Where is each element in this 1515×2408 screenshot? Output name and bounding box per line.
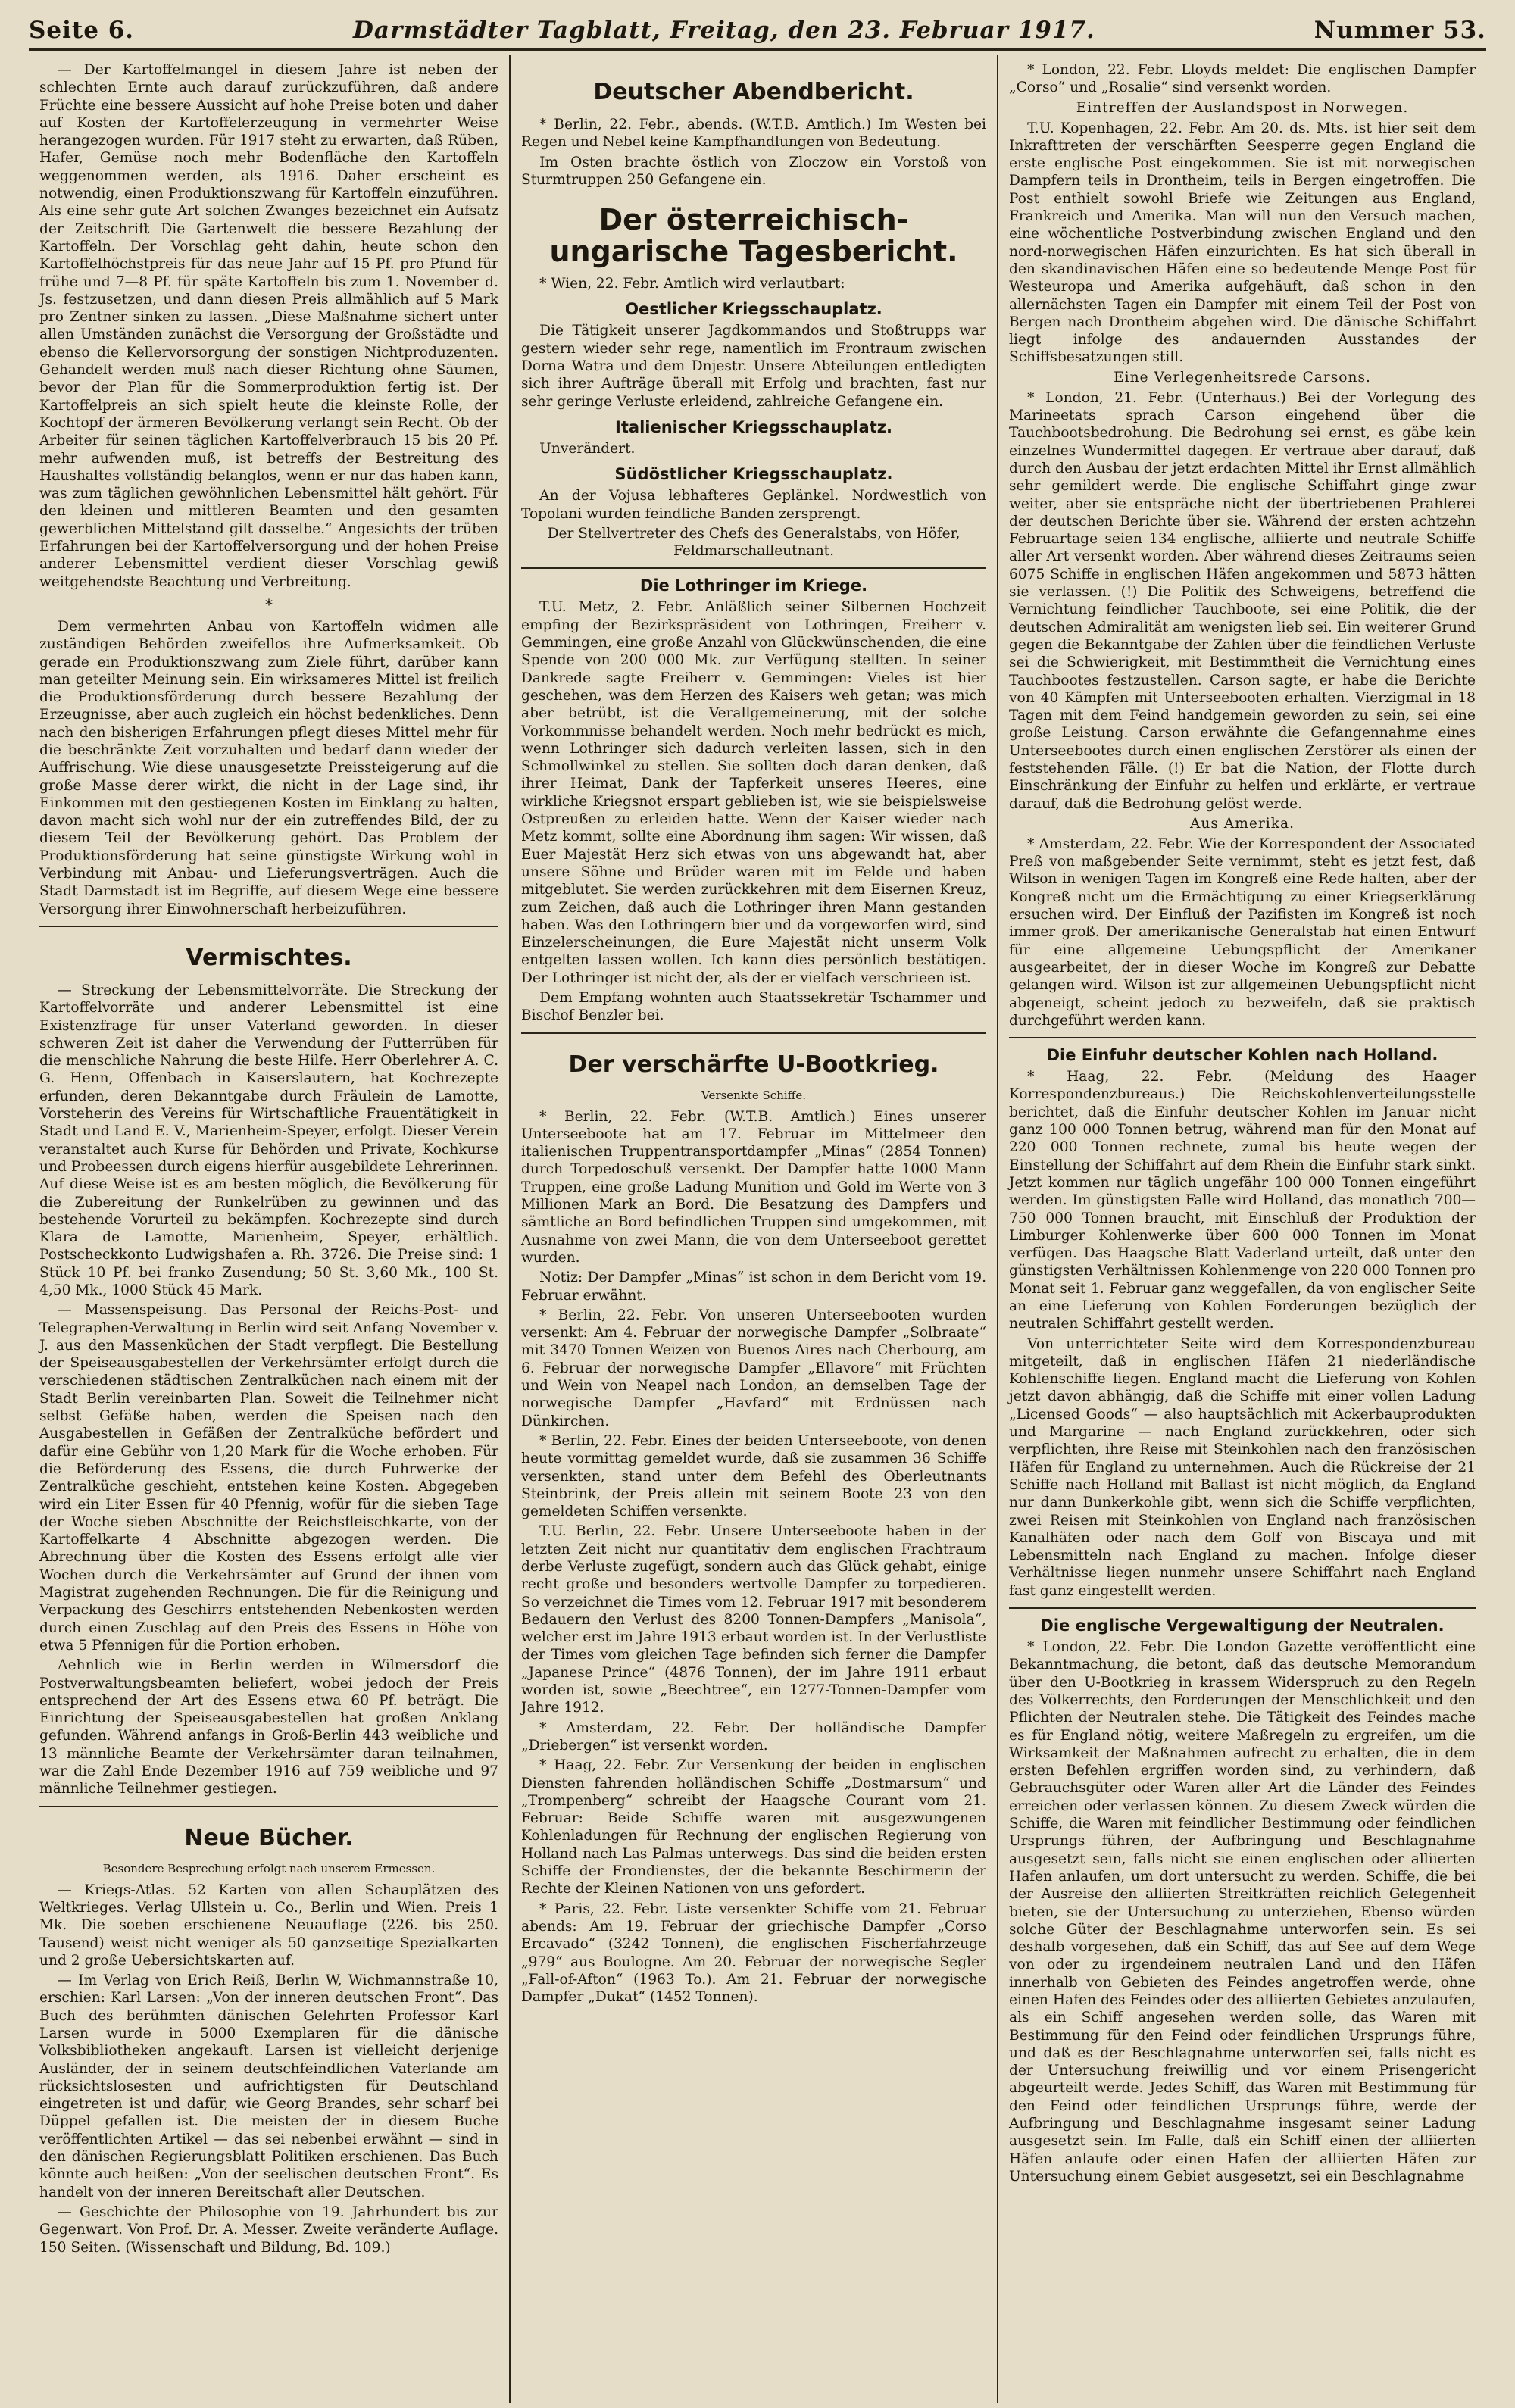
article-paragraph: * Amsterdam, 22. Febr. Der holländische Dampfer „Driebergen“ ist versenkt worden. [521, 1719, 986, 1754]
divider [39, 926, 498, 927]
column-2 [511, 55, 998, 2403]
article-paragraph: Die Tätigkeit unserer Jagdkommandos und Stoßtrupps war gestern wieder sehr rege, namentlich im Frontraum zwischen Dorna Watra und dem Dnjestr. Unsere Abteilungen entledigten sich ihrer Aufträge überall mit Erfolg und brachten, fast nur sehr geringe Verluste erleidend, zahlreiche Gefangene ein. [521, 323, 986, 410]
article-paragraph: * London, 22. Febr. Die London Gazette veröffentlicht eine Bekanntmachung, die betont, daß das deutsche Memorandum über den U-Bootkrieg in krassem Widerspruch zu den Regeln des Völkerrechts, den Forderungen der Menschlichkeit und den Pflichten der Neutralen stehe. Die Tätigkeit des Feindes mache es für England nötig, weitere Maßregeln zu ergreifen, um die Wirksamkeit der Maßnahmen aufrecht zu erhalten, die in dem ersten Befehlen ergriffen worden sind, zu verhindern, daß Gebrauchsgüter oder Waren aller Art die Länder des Feindes erreichen oder verlassen können. Zu diesem Zweck würden die Schiffe, die Waren mit feindlicher Bestimmung oder feindlichen Ursprungs führen, der Aufbringung und Beschlagnahme ausgesetzt sein, falls nicht sie einen englischen oder alliierten Hafen anlaufen, um dort untersucht zu werden. Schiffe, die bei der Ausreise den alliierten Streitkräften reichlich Gelegenheit bieten, sie der Untersuchung zu unterziehen, Ebenso würden solche Güter der Beschlagnahme unterworfen sein. Es sei deshalb vorgesehen, daß ein Schiff, das auf See auf dem Wege von oder zu irgendeinem neutralen Land und den Häfen innerhalb von Gebieten des Feindes angetroffen werde, ohne einen Hafen des Feindes oder des alliierten Gebietes anzulaufen, als ein Schiff angesehen werden solle, das Waren mit Bestimmung für den Feind oder feindlichen Ursprungs führe, und daß es der Beschlagnahme unterworfen sei, falls nicht es der Untersuchung freiwillig und vor einem Prisengericht abgeurteilt werde. Jedes Schiff, das Waren mit Bestimmung für den Feind oder feindlichen Ursprungs führe, werde der Aufbringung und Beschlagnahme insgesamt seiner Ladung ausgesetzt sein. Im Falle, daß ein Schiff einen der alliierten Häfen anlaufe oder einen Hafen der alliierten Häfen zur Untersuchung einem Gebiet ausgesetzt, sei ein Beschlagnahme [1009, 1639, 1476, 2185]
headline-u-bootkrieg: Der verschärfte U-Bootkrieg. [568, 1051, 939, 1078]
headline-neutrale: Die englische Vergewaltigung der Neutralen. [1040, 1616, 1445, 1635]
article-paragraph: * London, 21. Febr. (Unterhaus.) Bei der Vorlegung des Marineetats sprach Carson eingehend über die Tauchbootsbedrohung. Die Bedrohung sei ernst, es gäbe kein einzelnes Wundermittel dagegen. Er vertraue aber darauf, daß durch den Ausbau der jetzt erdachten Mittel ihr Ernst allmählich sehr gemildert werde. Die englische Schiffahrt ginge zwar weiter, aber sie entspräche nicht der übertriebenen Prahlerei der deutschen Berichte über sie. Während der ersten achtzehn Februartage seien 134 englische, alliierte und neutrale Schiffe aller Art versenkt worden. Aber während dieses Zeitraums seien 6075 Schiffe in englischen Häfen angekommen und 5873 hätten sie verlassen. (!) Die Politik des Schweigens, betreffend die Vernichtung feindlicher Tauchboote, sei eine Politik, die der deutschen Admiralität am wenigsten lieb sei. Ein weiterer Grund gegen die Bekanntgabe der Zahlen über die feindlichen Verluste sei die Schwierigkeit, mit Bestimmtheit die Vernichtung eines Tauchbootes festzustellen. Carson sagte, er habe die Berichte von 40 Kämpfen mit Unterseebooten erhalten. Vierzigmal in 18 Tagen mit dem Feind handgemein geworden zu sein, sei eine große Leistung. Carson erwähnte die Gefangennahme eines Unterseebootes durch einen englischen Zerstörer als einen der feststehenden Fälle. (!) Er bat die Nation, der Flotte durch Einschränkung der Einfuhr zu helfen und erklärte, er vertraue darauf, daß die Bedrohung gelöst werde. [1009, 389, 1476, 812]
signature: Der Stellvertreter des Chefs des Generalstabs, von Höfer, Feldmarschalleutnant. [547, 525, 961, 560]
masthead [29, 17, 1486, 51]
article-paragraph: — Geschichte der Philosophie von 19. Jahrhundert bis zur Gegenwart. Von Prof. Dr. A. Messer. Zweite veränderte Auflage. 150 Seiten. (Wissenschaft und Bildung, Bd. 109.) [39, 2203, 498, 2256]
page-number: Seite 6. [29, 17, 135, 44]
newspaper-title: Darmstädter Tagblatt, Freitag, den 23. Februar 1917. [353, 17, 1095, 44]
article-paragraph: Unverändert. [539, 440, 636, 457]
issue-number: Nummer 53. [1314, 17, 1486, 44]
divider [521, 1032, 986, 1034]
article-paragraph: * Amsterdam, 22. Febr. Wie der Korrespondent der Associated Preß von maßgebender Seite vernimmt, steht es jetzt fest, daß Wilson in wenigen Tagen im Kongreß eine Rede halten, aber der Kongreß nicht um die Ermächtigung zu einer Kriegserklärung ersuchen wird. Der Einfluß der Pazifisten im Kongreß ist noch immer groß. Der amerikanische Generalstab hat einen Entwurf für eine allgemeine Uebungspflicht der Amerikaner ausgearbeitet, der in dieser Woche im Kongreß zur Debatte gelangen wird. Wilson ist zur allgemeinen Uebungspflicht nicht abgeneigt, scheint jedoch zu bezweifeln, daß sie praktisch durchgeführt werden kann. [1009, 835, 1476, 1029]
article-paragraph: * Haag, 22. Febr. Zur Versenkung der beiden in englischen Diensten fahrenden holländischen Schiffe „Dostmarsum“ und „Trompenberg“ schreibt der Haagsche Courant vom 21. Februar: Beide Schiffe waren mit ausgezwungenen Kohlenladungen für Rechnung der englischen Regierung von Holland nach Las Palmas unterwegs. Das sind die beiden ersten Schiffe der Frondienstes, der die bekannte Beschirmerin der Rechte der Kleinen Nationen von uns gefordert. [521, 1757, 986, 1897]
subheading-italienisch: Italienischer Kriegsschauplatz. [615, 417, 892, 436]
article-paragraph: — Im Verlag von Erich Reiß, Berlin W, Wichmannstraße 10, erschien: Karl Larsen: „Von der inneren deutschen Front“. Das Buch des berühmten dänischen Gelehrten Professor Karl Larsen wurde in 5000 Exemplaren für die dänische Volksbibliotheken angekauft. Larsen ist vielleicht derjenige Ausländer, der in seinem deutschfeindlichen Vaterlande am rücksichtslosesten und aufrichtigsten für Deutschland eingetreten ist und dafür, wie Georg Brandes, sehr scharf bei Düppel gefallen ist. Die meisten der in diesem Buche veröffentlichten Artikel — das sei nebenbei erwähnt — sind in den dänischen Regierungsblatt Politiken erschienen. Das Buch könnte auch heißen: „Von der seelischen deutschen Front“. Es handelt von der inneren Bereitschaft aller Deutschen. [39, 1972, 498, 2200]
article-paragraph: — Streckung der Lebensmittelvorräte. Die Streckung der Kartoffelvorräte und anderer Lebensmittel ist eine Existenzfrage für unser Vaterland geworden. In dieser schweren Zeit ist daher die Verwendung der Futterrüben für die menschliche Nahrung die beste Hilfe. Herr Oberlehrer A. C. G. Henn, Offenbach in Kaiserslautern, hat Kochrezepte erfunden, deren Bekanntgabe durch Fräulein de Lamotte, Vorsteherin des Vereins für Wirtschaftliche Frauentätigkeit in Stadt und Land E. V., Marienheim-Speyer, erfolgt. Dieser Verein veranstaltet auch Kurse für Behörden und Private, Kochkurse und Probeessen durch eigens hierfür ausgebildete Lehrerinnen. Auf diese Weise ist es am besten möglich, die Bevölkerung für die Zubereitung der Runkelrüben zu gewinnen und das bestehende Vorurteil zu bekämpfen. Kochrezepte sind durch Klara de Lamotte, Marienheim, Speyer, erhältlich. Postscheckkonto Ludwigshafen a. Rh. 3726. Die Preise sind: 1 Stück 10 Pf. bei franko Zusendung; 50 St. 3,60 Mk., 100 St. 4,50 Mk., 1000 Stück 45 Mark. [39, 982, 498, 1298]
divider [1009, 1037, 1476, 1038]
headline-amerika: Aus Amerika. [1189, 815, 1295, 832]
article-paragraph: Dem Empfang wohnten auch Staatssekretär Tschammer und Bischof Benzler bei. [521, 989, 986, 1024]
headline-lothringer: Die Lothringer im Kriege. [639, 576, 868, 595]
divider [39, 1806, 498, 1807]
headline-carson: Eine Verlegenheitsrede Carsons. [1114, 369, 1371, 386]
article-paragraph: * Berlin, 22. Febr. (W.T.B. Amtlich.) Eines unserer Unterseeboote hat am 17. Februar im Mittelmeer den italienischen Truppentransportdampfer „Minas“ (2854 Tonnen) durch Torpedoschuß versenkt. Der Dampfer hatte 1000 Mann Truppen, eine große Ladung Munition und Gold im Werte von 3 Millionen Mark an Bord. Die Besatzung des Dampfers und sämtliche an Bord befindlichen Truppen sind umgekommen, mit Ausnahme von zwei Mann, die von dem Unterseeboot gerettet wurden. [521, 1108, 986, 1266]
article-paragraph: * Haag, 22. Febr. (Meldung des Haager Korrespondenzbureaus.) Die Reichskohlenverteilungsstelle berichtet, daß die Einfuhr deutscher Kohlen im Januar nicht ganz 100 000 Tonnen betrug, während man für den Monat auf 220 000 Tonnen rechnete, zumal bis heute wegen der Einstellung der Schiffahrt auf dem Rhein die Einfuhr stark sinkt. Jetzt kommen nur täglich ungefähr 100 000 Tonnen eingeführt werden. Im günstigsten Falle wird Holland, das monatlich 700—750 000 Tonnen braucht, mit Einschluß der Produktion der Limburger Kohlenwerke über 600 000 Tonnen im Monat verfügen. Das Haagsche Blatt Vaderland urteilt, daß unter den günstigsten Verhältnissen Kohlenmenge von 220 000 Tonnen pro Monat seit 1. Februar ganz weggefallen, da von englischer Seite an eine Lieferung von Kohlen Forderungen bezüglich der neutralen Schiffahrt gestellt werden. [1009, 1069, 1476, 1332]
article-paragraph: * Berlin, 22. Febr. Von unseren Unterseebooten wurden versenkt: Am 4. Februar der norwegische Dampfer „Solbraate“ mit 3470 Tonnen Weizen von Buenos Aires nach Cherbourg, am 6. Februar der norwegische Dampfer „Ellavore“ mit Früchten und Wein von Neapel nach London, an demselben Tage der norwegische Dampfer „Havfard“ mit Erdnüssen nach Dünkirchen. [521, 1307, 986, 1429]
headline-kohlen: Die Einfuhr deutscher Kohlen nach Holland. [1046, 1046, 1438, 1065]
article-paragraph: Dem vermehrten Anbau von Kartoffeln widmen alle zuständigen Behörden zweifellos ihre Aufmerksamkeit. Ob gerade ein Produktionszwang zum Ziele führt, darüber kann man geteilter Meinung sein. Ein wirksameres Mittel ist freilich die Produktionsförderung durch bessere Bezahlung der Erzeugnisse, aber auch zugleich ein höchst bedenkliches. Denn nach den bisherigen Erfahrungen pflegt dieses Mittel mehr für die beschränkte Zeit vorzuhalten und bedarf dann wieder der Auffrischung. Wie diese unausgesetzte Preissteigerung auf die große Masse derer wirkt, die nicht in der Lage sind, ihr Einkommen mit den gestiegenen Kosten im Einklang zu halten, davon macht sich wohl nur der ein zutreffendes Bild, der zu diesem Teil der Bevölkerung gehört. Das Problem der Produktionsförderung hat seine günstigste Wirkung wohl in Verbindung mit Anbau- und Lieferungsverträgen. Auch die Stadt Darmstadt ist im Begriffe, auf diesem Wege eine bessere Versorgung ihrer Einwohnerschaft herbeizuführen. [39, 618, 498, 917]
subheading-oestlich: Oestlicher Kriegsschauplatz. [625, 300, 882, 319]
article-paragraph: Notiz: Der Dampfer „Minas“ ist schon in dem Bericht vom 19. Februar erwähnt. [521, 1270, 986, 1304]
article-paragraph: Von unterrichteter Seite wird dem Korrespondenzbureau mitgeteilt, daß in englischen Häfen 21 niederländische Kohlenschiffe liegen. England macht die Lieferung von Kohlen jetzt davon abhängig, daß die Schiffe mit einer vollen Ladung „Licensed Goods“ — also hauptsächlich mit Ackerbauprodukten und Margarine — nach England zurückkehren, oder sich verpflichten, ihre Reise mit Steinkohlen nach den französischen Häfen für England zu unternehmen. Auch die Rückreise der 21 Schiffe nach Holland mit Ballast ist nicht möglich, da England nur dann Bunkerkohle gibt, wenn sich die Schiffe verpflichten, zwei Reisen mit Steinkohlen von England nach französischen Kanalhäfen oder nach dem Golf von Biscaya und mit Lebensmitteln nach England zu machen. Infolge dieser Verhältnisse liegen nunmehr unsere Schiffahrt nach England fast ganz eingestellt werden. [1009, 1335, 1476, 1599]
article-paragraph: An der Vojusa lebhafteres Geplänkel. Nordwestlich von Topolani wurden feindliche Banden zersprengt. [521, 488, 986, 522]
article-paragraph: * Berlin, 22. Febr. Eines der beiden Unterseeboote, von denen heute vormittag gemeldet wurde, daß sie zusammen 36 Schiffe versenkten, stand unter dem Befehl des Oberleutnants Steinbrink, der Preis allein mit seinem Boote 23 von den gemeldeten Schiffen versenkte. [521, 1432, 986, 1520]
headline-abendbericht: Deutscher Abendbericht. [593, 79, 914, 105]
article-paragraph: * Wien, 22. Febr. Amtlich wird verlautbart: [539, 276, 845, 292]
section-note: Versenkte Schiffe. [701, 1088, 806, 1102]
article-paragraph: * London, 22. Febr. Lloyds meldet: Die englischen Dampfer „Corso“ und „Rosalie“ sind versenkt worden. [1009, 62, 1476, 96]
article-columns [29, 55, 1486, 2403]
article-paragraph: Im Osten brachte östlich von Zloczow ein Vorstoß von Sturmtruppen 250 Gefangene ein. [521, 154, 986, 188]
separator-star: * [265, 595, 273, 614]
headline-auslandspost: Eintreffen der Auslandspost in Norwegen. [1076, 99, 1409, 116]
section-note: Besondere Besprechung erfolgt nach unserem Ermessen. [102, 1861, 436, 1875]
article-paragraph: T.U. Metz, 2. Febr. Anläßlich seiner Silbernen Hochzeit empfing der Bezirkspräsident von Lothringen, Freiherr v. Gemmingen, eine große Anzahl von Glückwünschenden, die eine Spende von 200 000 Mk. zur Verfügung stellten. In seiner Dankrede sagte Freiherr v. Gemmingen: Vieles ist hier geschehen, was dem Herzen des Kaisers weh getan; was mich aber betrübt, ist die Verallgemeinerung, mit der solche Vorkommnisse behandelt werden. Noch mehr bedrückt es mich, wenn Lothringer sich dadurch verleiten lassen, sich in den Schmollwinkel zu stellen. Sie sollten doch daran denken, daß ihrer Heimat, Dank der Tapferkeit unseres Heeres, eine wirkliche Kriegsnot erspart geblieben ist, wie sie beispielsweise Ostpreußen zu erleiden hatte. Wenn der Kaiser wieder nach Metz kommt, sollte eine Abordnung ihm sagen: Wir wissen, daß Euer Majestät Herz sich etwas von uns abgewandt hat, aber unsere Söhne und Brüder waren mit im Felde und haben mitgeblutet. Sie werden zurückkehren mit dem Eisernen Kreuz, zum Zeichen, daß auch die Lothringer ihren Mann gestanden haben. Was den Lothringern bier und da vorgeworfen wird, sind Einzelerscheinungen, die Eure Majestät nicht unserm Volk entgelten lassen wollen. Ich kann dies persönlich bestätigen. Der Lothringer ist nicht der, als der er vielfach verschrieen ist. [521, 599, 986, 986]
article-paragraph: * Paris, 22. Febr. Liste versenkter Schiffe vom 21. Februar abends: Am 19. Februar der griechische Dampfer „Corso Ercavado“ (3242 Tonnen), die englischen Fischerfahrzeuge „979“ aus Boulogne. Am 20. Februar der norwegische Segler „Fall-of-Afton“ (1963 To.). Am 21. Februar der norwegische Dampfer „Dukat“ (1452 Tonnen). [521, 1900, 986, 2006]
divider [1009, 1607, 1476, 1609]
column-3 [998, 55, 1486, 2403]
column-1 [29, 55, 511, 2403]
article-paragraph: — Massenspeisung. Das Personal der Reichs-Post- und Telegraphen-Verwaltung in Berlin wird seit Anfang November v. J. aus den Massenküchen der Stadt verpflegt. Die Bestellung der Speiseausgabestellen der Verkehrsämter erfolgt durch die verschiedenen städtischen Zentralküchen nach einem mit der Stadt Berlin vereinbarten Plan. Soweit die Teilnehmer nicht selbst Gefäße haben, werden die Speisen nach den Ausgabestellen in Gefäßen der Zentralküche befördert und dafür eine Gebühr von 1,20 Mark für die Woche erhoben. Für die Beförderung des Essens, die durch Fuhrwerke der Zentralküche geschieht, entstehen keine Kosten. Abgegeben wird ein Liter Essen für 40 Pfennig, wofür für die sieben Tage der Woche sieben Abschnitte der Reichsfleischkarte, von der Kartoffelkarte 4 Abschnitte abgezogen werden. Die Abrechnung über die Kosten des Essens erfolgt alle vier Wochen durch die Verkehrsämter auf Grund der ihnen vom Magistrat zugehenden Rechnungen. Die für die Reinigung und Verpackung des Geschirrs entstehenden Nebenkosten werden durch einen Zuschlag auf den Preis des Essens in Höhe von etwa 5 Pfennigen für die Portion erhoben. [39, 1302, 498, 1654]
section-heading-neue-buecher: Neue Bücher. [184, 1824, 354, 1851]
article-paragraph: Aehnlich wie in Berlin werden in Wilmersdorf die Postverwaltungsbeamten beliefert, wobei jedoch der Preis entsprechend der Art des Essens etwa 60 Pf. beträgt. Die Einrichtung der Speiseausgabestellen hat großen Anklang gefunden. Während anfangs in Groß-Berlin 443 weibliche und 13 männliche Beamte der Verkehrsämter daran teilnahmen, war die Zahl Ende Dezember 1916 auf 759 weibliche und 97 männliche Teilnehmer gestiegen. [39, 1657, 498, 1797]
section-heading-vermischtes: Vermischtes. [186, 944, 352, 971]
article-paragraph: T.U. Kopenhagen, 22. Febr. Am 20. ds. Mts. ist hier seit dem Inkrafttreten der verschärften Seesperre gegen England die erste englische Post eingekommen. Sie ist mit norwegischen Dampfern teils in Drontheim, teils in Bergen eingetroffen. Die Post enthielt sowohl Briefe wie Zeitungen aus England, Frankreich und Amerika. Man will nun den Versuch machen, eine wöchentliche Postverbindung zwischen England und den nord-norwegischen Häfen einzurichten. Es hat sich überall in den skandinavischen Häfen eine so bedeutende Menge Post für Westeuropa und Amerika aufgehäuft, daß schon in den allernächsten Tagen ein Dampfer mit einem Teil der Post von Bergen nach Drontheim abgehen wird. Die dänische Schiffahrt liegt infolge des andauernden Ausstandes der Schiffsbesatzungen still. [1009, 120, 1476, 366]
divider [521, 567, 986, 569]
article-paragraph: — Der Kartoffelmangel in diesem Jahre ist neben der schlechten Ernte auch darauf zurückzuführen, daß andere Früchte eine bessere Aussicht auf hohe Preise boten und daher auf Kosten der Kartoffelerzeugung in vermehrter Weise herangezogen wurden. Für 1917 steht zu erwarten, daß Rüben, Hafer, Gemüse noch mehr Bodenfläche den Kartoffeln weggenommen werden, als 1916. Daher erscheint es notwendig, einen Produktionszwang für Kartoffeln einzuführen. Als eine sehr gute Art solchen Zwanges bezeichnet ein Aufsatz der Zeitschrift Die Gartenwelt die bessere Bezahlung der Kartoffeln. Der Vorschlag geht dahin, heute schon den Kartoffelhöchstpreis für das neue Jahr auf 15 Pf. pro Pfund für frühe und 7—8 Pf. für späte Kartoffeln bis zum 1. November d. Js. festzusetzen, und dann diesen Preis allmählich auf 5 Mark pro Zentner sinken zu lassen. „Diese Maßnahme sichert unter allen Umständen zunächst die Versorgung der Großstädte und ebenso die Kellervorsorgung der sonstigen Nichtproduzenten. Gehandelt werden muß nach dieser Richtung ohne Säumen, bevor der Plan für die Sommerproduktion fertig ist. Der Kartoffelpreis an sich spielt heute die kleinste Rolle, der Kochtopf der ärmeren Bevölkerung verlangt sein Recht. Ob der Arbeiter für seinen täglichen Kartoffelverbrauch 15 bis 20 Pf. mehr aufwenden muß, ist betreffs der Bestreitung des Haushaltes vollständig belanglos, wenn er nur das haben kann, was zum täglichen gewöhnlichen Lebensmittel hält gehört. Für den kleinen und mittleren Beamten und den gesamten gewerblichen Mittelstand gilt dasselbe.“ Angesichts der trüben Erfahrungen bei der Kartoffelversorgung und der hohen Preise anderer Lebensmittel verdient dieser Vorschlag gewiß weitgehendste Beachtung und Verbreitung. [39, 62, 498, 590]
article-paragraph: T.U. Berlin, 22. Febr. Unsere Unterseeboote haben in der letzten Zeit nicht nur quantitativ dem englischen Frachtraum derbe Verluste zugefügt, sondern auch das Glück gehabt, einige recht große und besonders wertvolle Dampfer zu torpedieren. So verzeichnet die Times vom 12. Februar 1917 mit besonderem Bedauern den Verlust des 8200 Tonnen-Dampfers „Manisola“, welcher erst im Jahre 1913 erbaut worden ist. In der Verlustliste der Times vom gleichen Tage befinden sich ferner die Dampfer „Japanese Prince“ (4876 Tonnen), der im Jahre 1911 erbaut worden ist, sowie „Beechtree“, ein 1277-Tonnen-Dampfer vom Jahre 1912. [521, 1523, 986, 1716]
subheading-suedoestlich: Südöstlicher Kriegsschauplatz. [614, 465, 893, 484]
article-paragraph: — Kriegs-Atlas. 52 Karten von allen Schauplätzen des Weltkrieges. Verlag Ullstein u. Co., Berlin und Wien. Preis 1 Mk. Die soeben erschienene Neuauflage (226. bis 250. Tausend) weist nicht weniger als 50 ganzseitige Spezialkarten und 2 große Uebersichtskarten auf. [39, 1882, 498, 1969]
article-paragraph: * Berlin, 22. Febr., abends. (W.T.B. Amtlich.) Im Westen bei Regen und Nebel keine Kampfhandlungen von Bedeutung. [521, 117, 986, 151]
headline-tagesbericht: Der österreichisch-ungarische Tagesbericht. [549, 203, 958, 269]
